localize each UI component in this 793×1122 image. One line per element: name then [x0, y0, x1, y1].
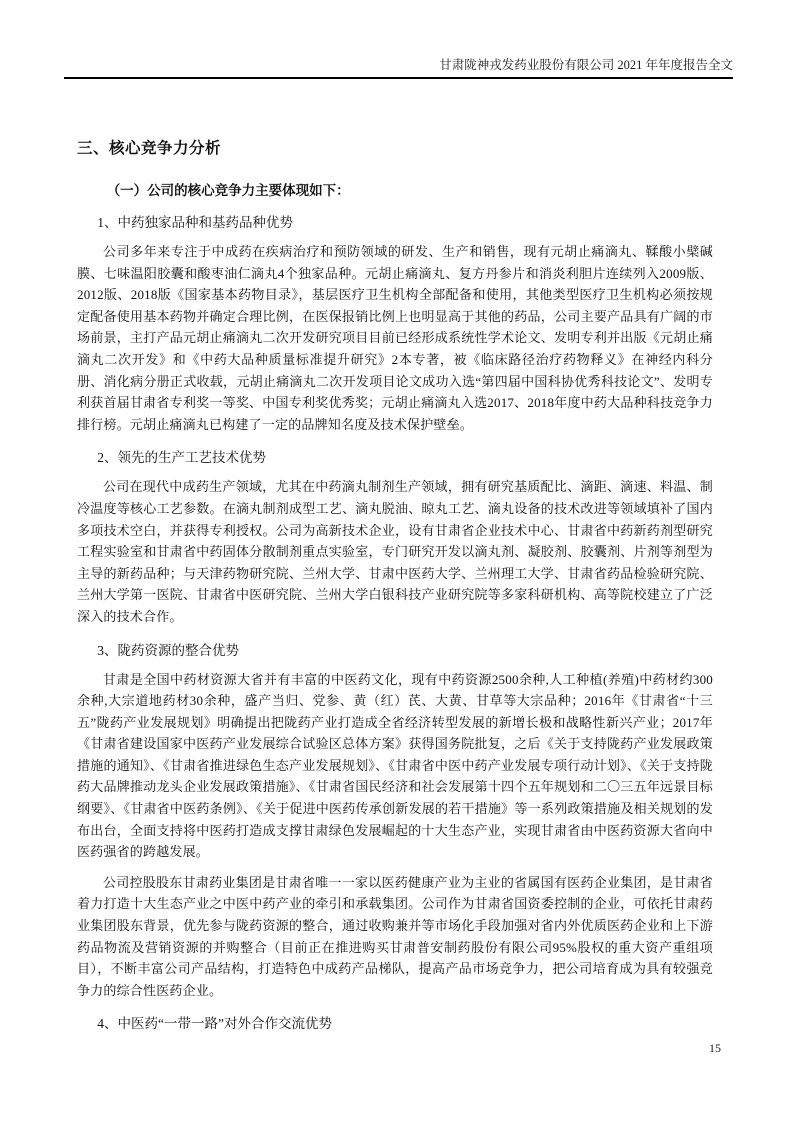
item-heading-2: 2、领先的生产工艺技术优势 — [97, 450, 266, 466]
report-header-text: 甘肃陇神戎发药业股份有限公司 2021 年年度报告全文 — [439, 58, 733, 72]
section-title: 三、核心竞争力分析 — [77, 140, 222, 157]
page-header — [64, 0, 733, 79]
paragraph-controlling-shareholder: 公司控股股东甘肃药业集团是甘肃省唯一一家以医药健康产业为主业的省属国有医药企业集团，是甘肃省着力打造十大生态产业之中医中药产业的牵引和承载集团。公司作为甘肃省国资委控制的企业，可依托甘肃药业集团股东背景，优先参与陇药资源的整合，通过收购兼并等市场化手段加强对省内外优质医药企业和上下游药品物流及营销资源的并购整合（目前正在推进购买甘肃普安制药股份有限公司95%股权的重大资产重组项目），不断丰富公司产品结构，打造特色中成药产品梯队，提高产品市场竞争力，把公司培育成为具有较强竞争力的综合性医药企业。 — [77, 874, 713, 998]
paragraph-unique-varieties: 公司多年来专注于中成药在疾病治疗和预防领域的研发、生产和销售，现有元胡止痛滴丸、鞣酸小檗碱膜、七味温阳胶囊和酸枣油仁滴丸4个独家品种。元胡止痛滴丸、复方丹参片和消炎利胆片连续列入2009版、2012版、2018版《国家基本药物目录》，基层医疗卫生机构全部配备和使用，其他类型医疗卫生机构必须按规定配备使用基本药物并确定合理比例，在医保报销比例上也明显高于其他的药品，公司主要产品具有广阔的市场前景，主打产品元胡止痛滴丸二次开发研究项目目前已经形成系统性学术论文、发明专利并出版《元胡止痛滴丸二次开发》和《中药大品种质量标准提升研究》2本专著，被《临床路径治疗药物释义》在神经内科分册、消化病分册正式收载，元胡止痛滴丸二次开发项目论文成功入选“第四届中国科协优秀科技论文”、发明专利获首届甘肃省专利奖一等奖、中国专利奖优秀奖；元胡止痛滴丸入选2017、2018年度中药大品种科技竞争力排行榜。元胡止痛滴丸已构建了一定的品牌知名度及技术保护壁垒。 — [77, 244, 713, 432]
paragraph-gansu-resources: 甘肃是全国中药材资源大省并有丰富的中医药文化，现有中药资源2500余种,人工种植(养殖)中药材约300余种,大宗道地药材30余种，盛产当归、党参、黄（红）芪、大黄、甘草等大宗品种；2016年《甘肃省“十三五”陇药产业发展规划》明确提出把陇药产业打造成全省经济转型发展的新增长极和战略性新兴产业；2017年《甘肃省建设国家中医药产业发展综合试验区总体方案》获得国务院批复，之后《关于支持陇药产业发展政策措施的通知》、《甘肃省推进绿色生态产业发展规划》、《甘肃省中医中药产业发展专项行动计划》、《关于支持陇药大品牌推动龙头企业发展政策措施》、《甘肃省国民经济和社会发展第十四个五年规划和二〇三五年远景目标纲要》、《甘肃省中医药条例》、《关于促进中医药传承创新发展的若干措施》等一系列政策措施及相关规划的发布出台，全面支持将中医药打造成支撑甘肃绿色发展崛起的十大生态产业，实现甘肃省由中医药资源大省向中医药强省的跨越发展。 — [77, 671, 713, 860]
item-heading-1: 1、中药独家品种和基药品种优势 — [97, 215, 293, 230]
item-heading-3: 3、陇药资源的整合优势 — [97, 642, 239, 658]
page-number: 15 — [709, 1041, 721, 1055]
document-body — [77, 138, 713, 1033]
subsection-title: （一）公司的核心竞争力主要体现如下： — [106, 183, 350, 198]
paragraph-production-technology: 公司在现代中成药生产领域，尤其在中药滴丸制剂生产领域，拥有研究基质配比、滴距、滴速、料温、制冷温度等核心工艺参数。在滴丸制剂成型工艺、滴丸脱油、晾丸工艺、滴丸设备的技术改进等领域填补了国内多项技术空白，并获得专利授权。公司为高新技术企业，设有甘肃省企业技术中心、甘肃省中药新药剂型研究工程实验室和甘肃省中药固体分散制剂重点实验室，专门研究开发以滴丸剂、凝胶剂、胶囊剂、片剂等剂型为主导的新药品种；与天津药物研究院、兰州大学、甘肃中医药大学、兰州理工大学、甘肃省药品检验研究院、兰州大学第一医院、甘肃省中医研究院、兰州大学白银科技产业研究院等多家科研机构、高等院校建立了广泛深入的技术合作。 — [77, 479, 713, 624]
item-heading-4: 4、中医药“一带一路”对外合作交流优势 — [97, 1016, 332, 1032]
